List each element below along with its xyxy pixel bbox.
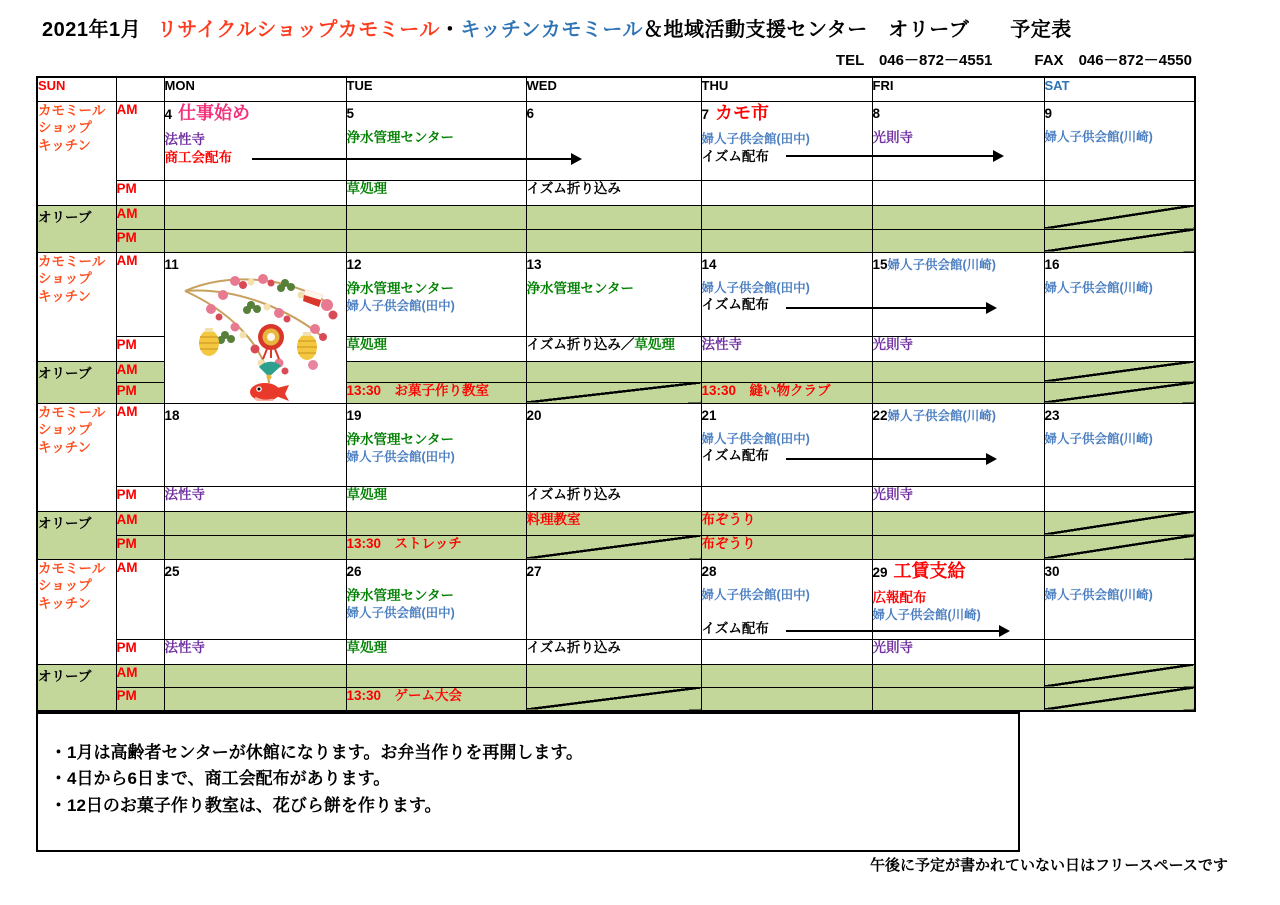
pm-cell: 法性寺 — [164, 639, 346, 664]
continuation-arrow-izm-week3 — [786, 458, 995, 460]
olive-pm-cell-crossed — [526, 382, 701, 403]
olive-pm-cell — [164, 535, 346, 559]
olive-am-cell-crossed — [1044, 205, 1195, 229]
olive-pm-cell-crossed — [1044, 535, 1195, 559]
week1-olive-am-row — [37, 205, 1195, 229]
olive-pm-cell — [872, 229, 1044, 252]
day-cell-26 — [346, 559, 526, 639]
day-number: 9 — [1044, 105, 1053, 121]
week4-olive-am-row — [37, 664, 1195, 687]
day-number: 15婦人子供会館(川崎) — [872, 256, 996, 272]
day-number: 11 — [164, 256, 179, 272]
pm-cell: 光則寺 — [872, 336, 1044, 361]
pm-cell: 草処理 — [346, 639, 526, 664]
olive-pm-cell — [164, 687, 346, 711]
pm-cell: イズム折り込み — [526, 180, 701, 205]
day-cell-4 — [164, 101, 346, 180]
day-am-events: 婦人子供会館(田中) イズム配布 — [701, 280, 810, 313]
day-number: 22婦人子供会館(川崎) — [872, 407, 996, 423]
pm-cell: イズム折り込み — [526, 639, 701, 664]
pm-cell: 草処理 — [346, 336, 526, 361]
day-cell-21 — [701, 403, 872, 486]
day-cell-16 — [1044, 252, 1195, 336]
week2-am-row — [37, 252, 1195, 336]
week4-olive-pm-row — [37, 687, 1195, 711]
olive-pm-cell — [872, 382, 1044, 403]
group-label-chamomile: カモミール ショップ キッチン — [37, 101, 116, 205]
header-sat: SAT — [1044, 77, 1195, 101]
pm-label: PM — [116, 229, 164, 252]
day-number: 26 — [346, 563, 362, 579]
day-am-events: 浄水管理センター — [346, 129, 454, 145]
pm-cell — [701, 180, 872, 205]
pm-cell — [1044, 639, 1195, 664]
note-line: ・4日から6日まで、商工会配布があります。 — [50, 769, 391, 789]
day-cell-9 — [1044, 101, 1195, 180]
week3-pm-row — [37, 486, 1195, 511]
day-cell-12 — [346, 252, 526, 336]
group-label-olive: オリーブ — [37, 361, 116, 403]
weekday-header-row — [37, 77, 1195, 101]
pm-cell — [872, 180, 1044, 205]
day-am-events: 婦人子供会館(川崎) — [1044, 280, 1153, 295]
title-month: 2021年1月 — [42, 19, 142, 41]
pm-cell — [701, 639, 872, 664]
olive-pm-cell: 13:30 ゲーム大会 — [346, 687, 526, 711]
day-number: 6 — [526, 105, 535, 121]
olive-am-cell — [346, 361, 526, 382]
day-am-events: 婦人子供会館(川崎) — [1044, 431, 1153, 446]
day-number: 13 — [526, 256, 542, 272]
note-line: ・12日のお菓子作り教室は、花びら餅を作ります。 — [50, 795, 442, 815]
group-label-olive: オリーブ — [37, 205, 116, 252]
title-rest: ＆地域活動支援センター オリーブ 予定表 — [643, 19, 1072, 41]
header-fri: FRI — [872, 77, 1044, 101]
page-title — [42, 13, 1072, 42]
title-shop-name: リサイクルショップカモミール — [157, 19, 440, 41]
olive-am-cell — [346, 205, 526, 229]
olive-am-cell — [164, 664, 346, 687]
day-am-events: 浄水管理センター 婦人子供会館(田中) — [346, 431, 455, 464]
header-mon: MON — [164, 77, 346, 101]
olive-am-cell — [701, 205, 872, 229]
pm-cell: 光則寺 — [872, 639, 1044, 664]
day-am-events: 婦人子供会館(川崎) — [1044, 587, 1153, 602]
olive-am-cell — [164, 511, 346, 535]
day-number: 16 — [1044, 256, 1060, 272]
group-label-chamomile: カモミール ショップ キッチン — [37, 403, 116, 511]
week3-olive-am-row — [37, 511, 1195, 535]
title-separator: ・ — [439, 19, 461, 41]
day-number: 4 仕事始め — [164, 102, 251, 123]
day-number: 8 — [872, 105, 881, 121]
olive-am-cell — [872, 361, 1044, 382]
olive-am-cell-crossed — [1044, 511, 1195, 535]
day-cell-19 — [346, 403, 526, 486]
pm-cell: 法性寺 — [164, 486, 346, 511]
day-cell-13 — [526, 252, 701, 336]
day-am-events: 広報配布 婦人子供会館(川崎) — [872, 590, 981, 623]
olive-pm-cell — [872, 535, 1044, 559]
am-label: AM — [116, 252, 164, 336]
group-label-chamomile: カモミール ショップ キッチン — [37, 559, 116, 664]
day-number: 12 — [346, 256, 362, 272]
day-number: 23 — [1044, 407, 1060, 423]
day-am-events: 婦人子供会館(田中) イズム配布 — [701, 431, 810, 464]
day-cell-18 — [164, 403, 346, 486]
continuation-arrow-shoukoukai — [252, 158, 580, 160]
olive-pm-cell-crossed — [526, 535, 701, 559]
olive-am-cell-crossed — [1044, 664, 1195, 687]
am-label: AM — [116, 205, 164, 229]
red-wrap — [303, 289, 323, 307]
am-label: AM — [116, 361, 164, 382]
group-label-olive: オリーブ — [37, 664, 116, 711]
day-cell-25 — [164, 559, 346, 639]
olive-am-cell — [701, 664, 872, 687]
pm-cell — [1044, 336, 1195, 361]
fax-number: FAX 046－872－4550 — [1034, 52, 1192, 69]
day-am-events: 浄水管理センター — [526, 280, 634, 296]
week4-pm-row — [37, 639, 1195, 664]
day-cell-29 — [872, 559, 1044, 639]
fan — [259, 361, 281, 379]
olive-pm-cell-crossed — [1044, 687, 1195, 711]
day-number: 18 — [164, 407, 180, 423]
continuation-arrow-izm-week1 — [786, 155, 1002, 157]
day-number: 28 — [701, 563, 717, 579]
olive-pm-cell — [526, 229, 701, 252]
olive-am-cell — [346, 511, 526, 535]
continuation-arrow-izm-week2 — [786, 307, 995, 309]
schedule-table — [36, 76, 1196, 712]
day-am-events: 浄水管理センター 婦人子供会館(田中) — [346, 280, 455, 313]
pm-label: PM — [116, 382, 164, 403]
am-label: AM — [116, 403, 164, 486]
pm-label: PM — [116, 336, 164, 361]
day-number: 21 — [701, 407, 717, 423]
week1-olive-pm-row — [37, 229, 1195, 252]
week4-am-row — [37, 559, 1195, 639]
pm-label: PM — [116, 180, 164, 205]
header-sun: SUN — [37, 77, 116, 101]
day-am-events: 浄水管理センター 婦人子供会館(田中) — [346, 587, 455, 620]
olive-am-cell-crossed — [1044, 361, 1195, 382]
olive-pm-cell-crossed — [1044, 229, 1195, 252]
note-line: ・1月は高齢者センターが休館になります。お弁当作りを再開します。 — [50, 743, 584, 762]
new-year-decoration-image — [167, 271, 343, 401]
olive-am-cell — [526, 361, 701, 382]
am-label: AM — [116, 559, 164, 639]
pm-cell: イズム折り込み／草処理 — [526, 336, 701, 361]
sea-bream-fish — [250, 383, 289, 401]
olive-am-cell — [164, 205, 346, 229]
olive-am-cell — [872, 511, 1044, 535]
am-label: AM — [116, 101, 164, 180]
notes-box — [36, 712, 1020, 852]
olive-pm-cell — [346, 229, 526, 252]
olive-am-cell: 料理教室 — [526, 511, 701, 535]
contact-line — [836, 49, 1192, 70]
title-kitchen-name: キッチンカモミール — [460, 19, 644, 41]
drum — [258, 324, 284, 359]
olive-pm-cell-crossed — [1044, 382, 1195, 403]
olive-am-cell — [872, 664, 1044, 687]
header-tue: TUE — [346, 77, 526, 101]
day-cell-5 — [346, 101, 526, 180]
olive-am-cell — [526, 664, 701, 687]
header-thu: THU — [701, 77, 872, 101]
week3-am-row — [37, 403, 1195, 486]
day-am-events: 法性寺 商工会配布 — [164, 132, 232, 166]
day-cell-22 — [872, 403, 1044, 486]
pm-label: PM — [116, 639, 164, 664]
olive-pm-cell — [701, 229, 872, 252]
day-cell-14 — [701, 252, 872, 336]
pm-cell: 光則寺 — [872, 486, 1044, 511]
pm-cell: 草処理 — [346, 486, 526, 511]
day-number: 5 — [346, 105, 355, 121]
pm-label: PM — [116, 486, 164, 511]
pm-label: PM — [116, 687, 164, 711]
day-cell-6 — [526, 101, 701, 180]
pm-cell: 草処理 — [346, 180, 526, 205]
pm-cell — [164, 180, 346, 205]
week3-olive-pm-row — [37, 535, 1195, 559]
day-am-events: 光則寺 — [872, 129, 913, 145]
olive-pm-cell: 13:30 縫い物クラブ — [701, 382, 872, 403]
header-wed: WED — [526, 77, 701, 101]
pm-cell — [701, 486, 872, 511]
day-number: 29 工賃支給 — [872, 560, 966, 581]
day-number: 30 — [1044, 563, 1060, 579]
olive-pm-cell: 布ぞうり — [701, 535, 872, 559]
olive-am-cell — [526, 205, 701, 229]
day-am-events: 婦人子供会館(川崎) — [1044, 129, 1153, 144]
am-label: AM — [116, 511, 164, 535]
day-number: 19 — [346, 407, 362, 423]
day-cell-23 — [1044, 403, 1195, 486]
olive-am-cell: 布ぞうり — [701, 511, 872, 535]
day-am-events: 婦人子供会館(田中) イズム配布 — [701, 132, 810, 164]
week1-am-row — [37, 101, 1195, 180]
olive-pm-cell-crossed — [526, 687, 701, 711]
day-cell-8 — [872, 101, 1044, 180]
olive-pm-cell — [701, 687, 872, 711]
pm-label: PM — [116, 535, 164, 559]
day-number: 20 — [526, 407, 542, 423]
pm-cell — [1044, 486, 1195, 511]
tel-number: TEL 046－872－4551 — [835, 52, 993, 69]
day-cell-11 — [164, 252, 346, 403]
day-number: 14 — [701, 256, 717, 272]
day-cell-20 — [526, 403, 701, 486]
pm-cell: 法性寺 — [701, 336, 872, 361]
week1-pm-row — [37, 180, 1195, 205]
olive-pm-cell: 13:30 ストレッチ — [346, 535, 526, 559]
day-number: 25 — [164, 563, 180, 579]
olive-am-cell — [701, 361, 872, 382]
day-cell-28 — [701, 559, 872, 639]
pm-cell: イズム折り込み — [526, 486, 701, 511]
day-number: 7 カモ市 — [701, 102, 770, 123]
pm-cell — [1044, 180, 1195, 205]
continuation-arrow-izm-week4 — [786, 630, 1008, 632]
am-label: AM — [116, 664, 164, 687]
olive-pm-cell — [164, 229, 346, 252]
olive-pm-cell: 13:30 お菓子作り教室 — [346, 382, 526, 403]
day-cell-27 — [526, 559, 701, 639]
day-number: 27 — [526, 563, 542, 579]
group-label-olive: オリーブ — [37, 511, 116, 559]
group-label-chamomile: カモミール ショップ キッチン — [37, 252, 116, 361]
day-am-events: 婦人子供会館(田中) イズム配布 — [701, 587, 810, 637]
olive-am-cell — [872, 205, 1044, 229]
day-cell-15 — [872, 252, 1044, 336]
day-cell-30 — [1044, 559, 1195, 639]
header-ampm-spacer — [116, 77, 164, 101]
olive-am-cell — [346, 664, 526, 687]
free-space-note: 午後に予定が書かれていない日はフリースペースです — [870, 857, 1228, 874]
olive-pm-cell — [872, 687, 1044, 711]
day-cell-7 — [701, 101, 872, 180]
